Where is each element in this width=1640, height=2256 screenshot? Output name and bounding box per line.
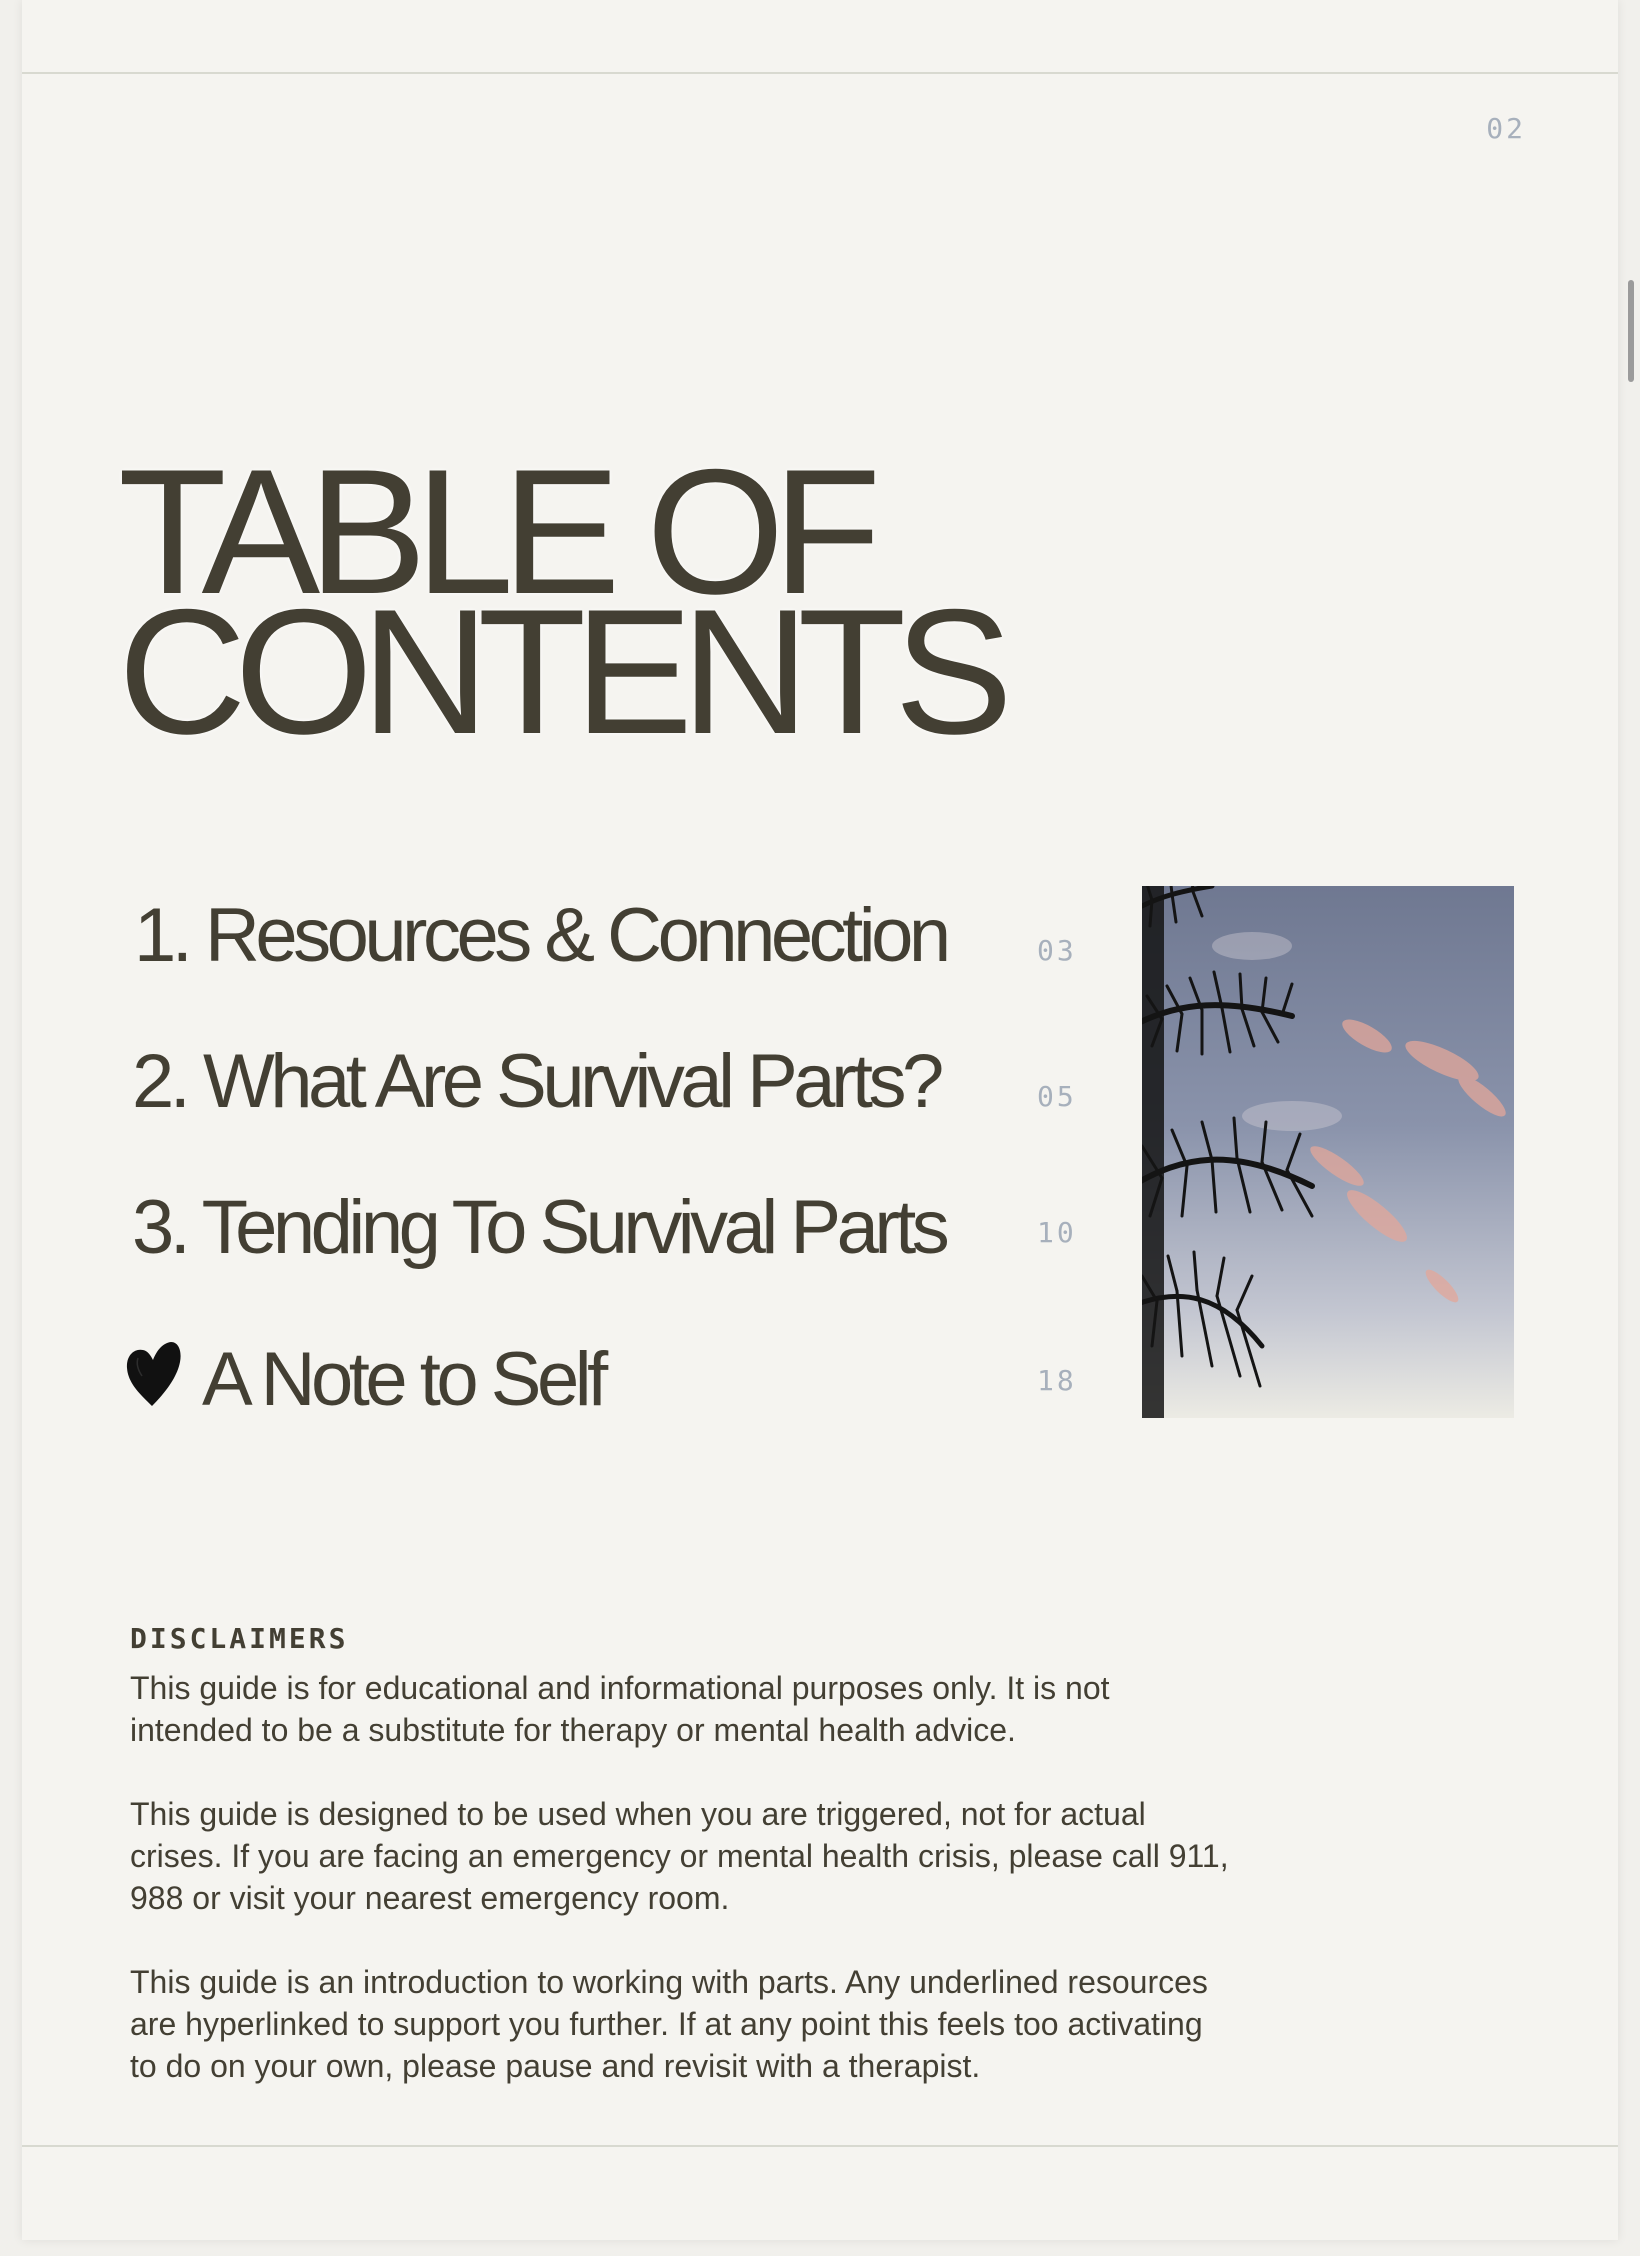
page-bottom-rule [22,2145,1618,2147]
toc-item-page: 05 [1037,1080,1077,1113]
disclaimer-paragraph: This guide is an introduction to working with parts. Any underlined resources are hyperlinked to support you further. If at any point this feels too activating to do on your own, please pause and revisit with a therapist. [130,1964,1208,2084]
page-number: 02 [1486,112,1526,145]
disclaimers-section [130,1622,1230,2129]
toc-item-page: 03 [1037,934,1077,967]
disclaimer-paragraph: This guide is designed to be used when you are triggered, not for actual crises. If you are facing an emergency or mental health crisis, please call 911, 988 or visit your nearest emergency room. [130,1796,1229,1916]
toc-item-label[interactable]: 1. Resources & Connection [134,893,947,978]
scrollbar-thumb[interactable] [1628,280,1634,382]
page-title-line-2: CONTENTS [118,572,1001,771]
toc-item-page: 18 [1037,1364,1077,1397]
page-title [118,432,1001,771]
toc-item-label[interactable]: 3. Tending To Survival Parts [132,1185,946,1270]
palm-tree-photo [1142,886,1514,1418]
toc-item-label[interactable]: 2. What Are Survival Parts? [132,1039,940,1124]
toc-item-page: 10 [1037,1216,1077,1249]
page-top-rule [22,72,1618,74]
page-title-line-1: TABLE OF [118,432,870,631]
disclaimers-heading: DISCLAIMERS [130,1622,349,1655]
disclaimer-paragraph: This guide is for educational and informational purposes only. It is not intended to be a substitute for therapy or mental health advice. [130,1670,1110,1748]
document-page [22,0,1618,2240]
palm-tree-image [1142,886,1514,1418]
toc-item-label[interactable]: A Note to Self [202,1337,604,1422]
heart-icon [124,1340,182,1410]
